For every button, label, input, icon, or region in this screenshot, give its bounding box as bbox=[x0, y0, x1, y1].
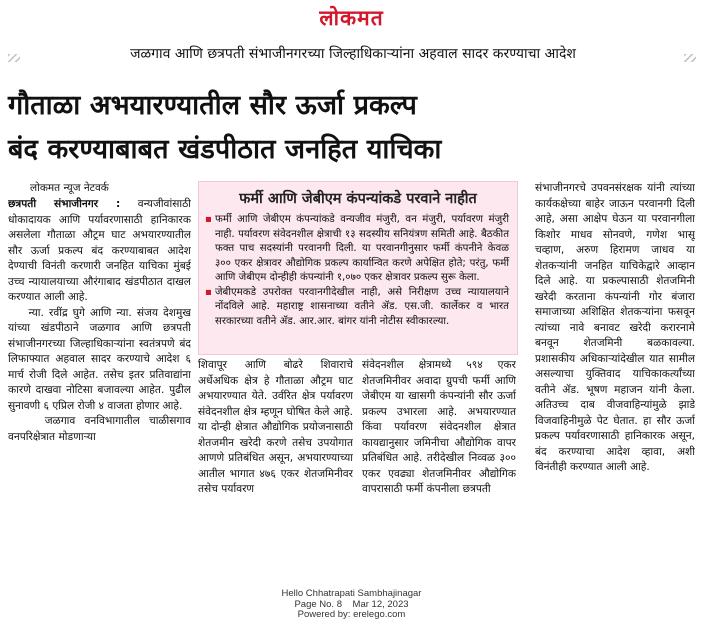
dateline: छत्रपती संभाजीनगर : bbox=[8, 198, 121, 210]
byline: लोकमत न्यूज नेटवर्क bbox=[30, 182, 109, 194]
highlight-box bbox=[198, 181, 518, 355]
highlight-box-title: फर्मी आणि जेबीएम कंपन्यांकडे परवाने नाहीत bbox=[239, 191, 477, 207]
bullet-icon: ▪ bbox=[205, 214, 212, 225]
col1-paragraph-2: न्या. रवींद्र घुगे आणि न्या. संजय देशमुख यांच्या खंडपीठाने जळगाव आणि छत्रपती संभाजीनगरच्या जिल्हाधिकाऱ्यांना स्वतंत्रपणे बंद लिफाफ्यात अहवाल सादर करण्याचे आदेश ६ मार्च रोजी दिले आहेत. तसेच इतर प्रतिवाद्यांना कारणे दाखवा नोटिसा बजावल्या आहेत. पुढील सुनावणी ६ एप्रिल रोजी ४ वाजता होणार आहे. bbox=[8, 306, 191, 412]
col1-paragraph-1: वन्यजीवांसाठी धोकादायक आणि पर्यावरणासाठी हानिकारक असलेला गौताळा औट्रम घाट अभयारण्यातील सौर ऊर्जा प्रकल्प बंद करण्याबाबत आदेश देण्याची विनंती करणारी जनहित याचिका मुंबई उच्च न्यायालयाच्या औरंगाबाद खंडपीठात दाखल करण्यात आली आहे. bbox=[8, 198, 191, 303]
col3-paragraph: संवेदनशील क्षेत्रामध्ये ५९४ एकर शेतजमिनीवर अवादा ग्रुपची फर्मी आणि जेबीएम या खासगी कंपन्यांनी सौर ऊर्जा प्रकल्प उभारला आहे. अभयारण्यात किंवा पर्यावरण संवेदनशील क्षेत्रात कायद्यानुसार जमिनीचा औद्योगिक वापर प्रतिबंधित आहे. तरीदेखील निव्वळ ३०० एकर एवढ्या शेतजमिनीवर औद्योगिक वापरासाठी फर्मी कंपनीला छत्रपती bbox=[362, 359, 516, 495]
kicker-text: जळगाव आणि छत्रपती संभाजीनगरच्या जिल्हाधिकाऱ्यांना अहवाल सादर करण्याचा आदेश bbox=[24, 41, 682, 68]
newspaper-logo: लोकमत bbox=[319, 6, 384, 30]
article-column-2 bbox=[198, 358, 353, 588]
article-column-4 bbox=[535, 181, 695, 587]
page-footer bbox=[0, 589, 703, 621]
footer-page-date: Page No. 8 Mar 12, 2023 bbox=[294, 598, 409, 610]
headline-line-1: गौताळा अभयारण्यातील सौर ऊर्जा प्रकल्प bbox=[8, 90, 417, 121]
highlight-bullet: ▪ जेबीएमकडे उपरोक्त परवानगीदेखील नाही, असे निरीक्षण उच्च न्यायालयाने नोंदविले आहे. महाराष्ट्र शासनाच्या वतीने ॲड. एस.जी. कार्लेकर व भारत सरकारच्या वतीने ॲड. आर.आर. बांगर यांनी नोटीस स्वीकारल्या. bbox=[205, 286, 509, 327]
bullet-icon: ▪ bbox=[205, 286, 212, 298]
footer-powered-by: Powered by: erelego.com bbox=[297, 609, 406, 620]
footer-edition: Hello Chhatrapati Sambhajinagar bbox=[281, 588, 422, 599]
article-column-1 bbox=[8, 197, 191, 587]
kicker-banner bbox=[0, 41, 703, 68]
col1-paragraph-3: जळगाव वनविभागातील चाळीसगाव वनपरिक्षेत्रात मोडणाऱ्या bbox=[8, 415, 191, 443]
highlight-bullet: ▪ फर्मी आणि जेबीएम कंपन्यांकडे वन्यजीव मंजुरी, वन मंजुरी, पर्यावरण मंजुरी नाही. पर्यावरण संवेदनशील क्षेत्राची १३ सदस्यीय सनियंत्रण समिती आहे. बैठकीत फक्त पाच सदस्यांनी परवानगी दिली. या परवानगीनुसार फर्मी कंपनीने केवळ ३०० एकर क्षेत्रावर औद्योगिक प्रकल्प कार्यान्वित करणे अपेक्षित होते; परंतु, फर्मी आणि जेबीएम दोन्हीही कंपन्यांनी १,०७० एकर क्षेत्रावर प्रकल्प सुरू केला. bbox=[205, 214, 509, 283]
left-hatch-decoration bbox=[8, 54, 20, 62]
col4-paragraph: संभाजीनगरचे उपवनसंरक्षक यांनी त्यांच्या कार्यकक्षेच्या बाहेर जाऊन परवानगी दिली आहे, असा आक्षेप घेऊन या परवानगीला किशोर माधव सोनवणे, गणेश भासू चव्हाण, अरुण हिरामण जाधव या शेतकऱ्यांनी जनहित याचिकेद्वारे आव्हान दिले आहे. या प्रकल्पासाठी शेतजमिनी खरेदी करताना कंपन्यांनी गोर बंजारा समाजाच्या अशिक्षित शेतकऱ्यांना फसवून त्यांच्या नावे बनावट खरेदी करारनामे बनवून शेतजमिनी बळकावल्या. प्रशासकीय अधिकाऱ्यांदेखील यात सामील असल्याचा युक्तिवाद याचिकाकर्त्यांच्या वतीने ॲड. भूषण महाजन यांनी केला. अतिउच्च दाब वीजवाहिन्यांमुळे झाडे विजवाहिनीमुळे पेट घेतात. हा सौर ऊर्जा प्रकल्प पर्यावरणासाठी हानिकारक असून, बंद करण्याचा आदेश व्हावा, अशी विनंतीही करण्यात आली आहे. bbox=[535, 182, 695, 473]
col2-paragraph: शिवापूर आणि बोढरे शिवाराचे अर्धेअधिक क्षेत्र हे गौताळा औट्रम घाट अभयारण्यात येते. उर्वरित क्षेत्र पर्यावरण संवेदनशील क्षेत्र म्हणून घोषित केले आहे. या दोन्ही क्षेत्रात औद्योगिक प्रयोजनासाठी शेतजमीन खरेदी करणे तसेच उपयोगात आणणे प्रतिबंधित असून, अभयारण्याच्या आतील भागात ४७६ एकर शेतजमिनीवर तसेच पर्यावरण bbox=[198, 359, 353, 495]
article-column-3 bbox=[362, 358, 516, 588]
headline-line-2: बंद करण्याबाबत खंडपीठात जनहित याचिका bbox=[8, 134, 442, 165]
right-hatch-decoration bbox=[684, 54, 696, 62]
